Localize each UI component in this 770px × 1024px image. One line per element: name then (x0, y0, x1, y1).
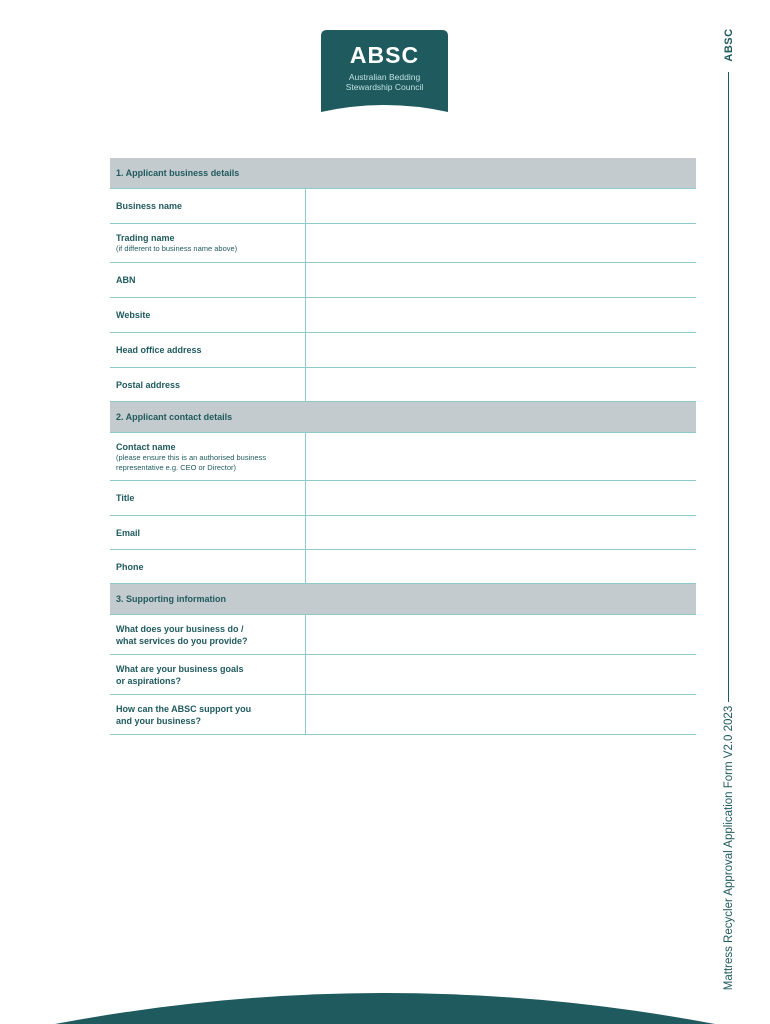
form-row-phone (110, 550, 696, 584)
contact-name-field[interactable] (306, 433, 696, 480)
label-text: Postal address (116, 379, 181, 390)
form-row-contact-name (110, 433, 696, 481)
form-row-business-name (110, 189, 696, 224)
absc-support-field[interactable] (306, 695, 696, 734)
row-label (110, 516, 306, 549)
form-row-business-services (110, 615, 696, 655)
logo-subtitle-line2: Stewardship Council (345, 82, 424, 92)
label-text-line1: How can the ABSC support you (116, 703, 252, 714)
row-label (110, 224, 306, 262)
head-office-address-field[interactable] (306, 333, 696, 367)
label-text: ABN (116, 275, 136, 285)
form-row-business-goals (110, 655, 696, 695)
row-label (110, 695, 306, 734)
side-brand-label (720, 28, 738, 62)
side-brand-text: ABSC (723, 28, 735, 62)
logo-title: ABSC (349, 42, 420, 68)
form-row-postal-address (110, 368, 696, 402)
label-text: Trading name (116, 233, 175, 243)
label-note: (if different to business name above) (116, 244, 238, 253)
title-field[interactable] (306, 481, 696, 515)
label-text: Business name (116, 201, 183, 211)
row-label (110, 333, 306, 367)
form-row-head-office-address (110, 333, 696, 368)
form-row-trading-name (110, 224, 696, 263)
business-goals-field[interactable] (306, 655, 696, 694)
label-text: Head office address (116, 345, 202, 355)
section-header-contact-details: 2. Applicant contact details (110, 402, 696, 433)
label-text: Phone (116, 561, 144, 572)
website-field[interactable] (306, 298, 696, 332)
form-version-text: Mattress Recycler Approval Application Form V2.0 2023 (723, 705, 735, 991)
row-label (110, 481, 306, 515)
section-header-supporting-information: 3. Supporting information (110, 584, 696, 615)
logo-subtitle-line1: Australian Bedding (348, 72, 421, 82)
row-label (110, 263, 306, 297)
section-header-business-details: 1. Applicant business details (110, 158, 696, 189)
postal-address-field[interactable] (306, 368, 696, 401)
form-row-email (110, 516, 696, 550)
email-field[interactable] (306, 516, 696, 549)
form-row-abn (110, 263, 696, 298)
label-text-line2: or aspirations? (116, 675, 182, 686)
business-services-field[interactable] (306, 615, 696, 654)
label-text: Contact name (116, 441, 176, 452)
business-name-field[interactable] (306, 189, 696, 223)
row-label (110, 189, 306, 223)
form-row-absc-support (110, 695, 696, 735)
absc-logo (321, 30, 448, 114)
footer-wave-decoration (0, 980, 770, 1024)
form-row-website (110, 298, 696, 333)
row-label (110, 550, 306, 583)
label-note-line1: (please ensure this is an authorised business (116, 452, 267, 462)
abn-field[interactable] (306, 263, 696, 297)
row-label (110, 655, 306, 694)
application-form (110, 158, 696, 735)
trading-name-field[interactable] (306, 224, 696, 262)
phone-field[interactable] (306, 550, 696, 583)
side-rule (728, 72, 729, 702)
form-version-label (718, 705, 740, 991)
form-row-title (110, 481, 696, 516)
label-text-line2: and your business? (116, 715, 202, 726)
row-label (110, 298, 306, 332)
label-text-line1: What does your business do / (116, 623, 244, 634)
label-text: Email (116, 527, 141, 538)
label-text: Website (116, 310, 151, 320)
row-label (110, 368, 306, 401)
label-note-line2: representative e.g. CEO or Director) (116, 462, 237, 472)
label-text: Title (116, 493, 135, 503)
label-text-line2: what services do you provide? (116, 635, 248, 646)
row-label (110, 433, 306, 480)
row-label (110, 615, 306, 654)
label-text-line1: What are your business goals (116, 663, 244, 674)
